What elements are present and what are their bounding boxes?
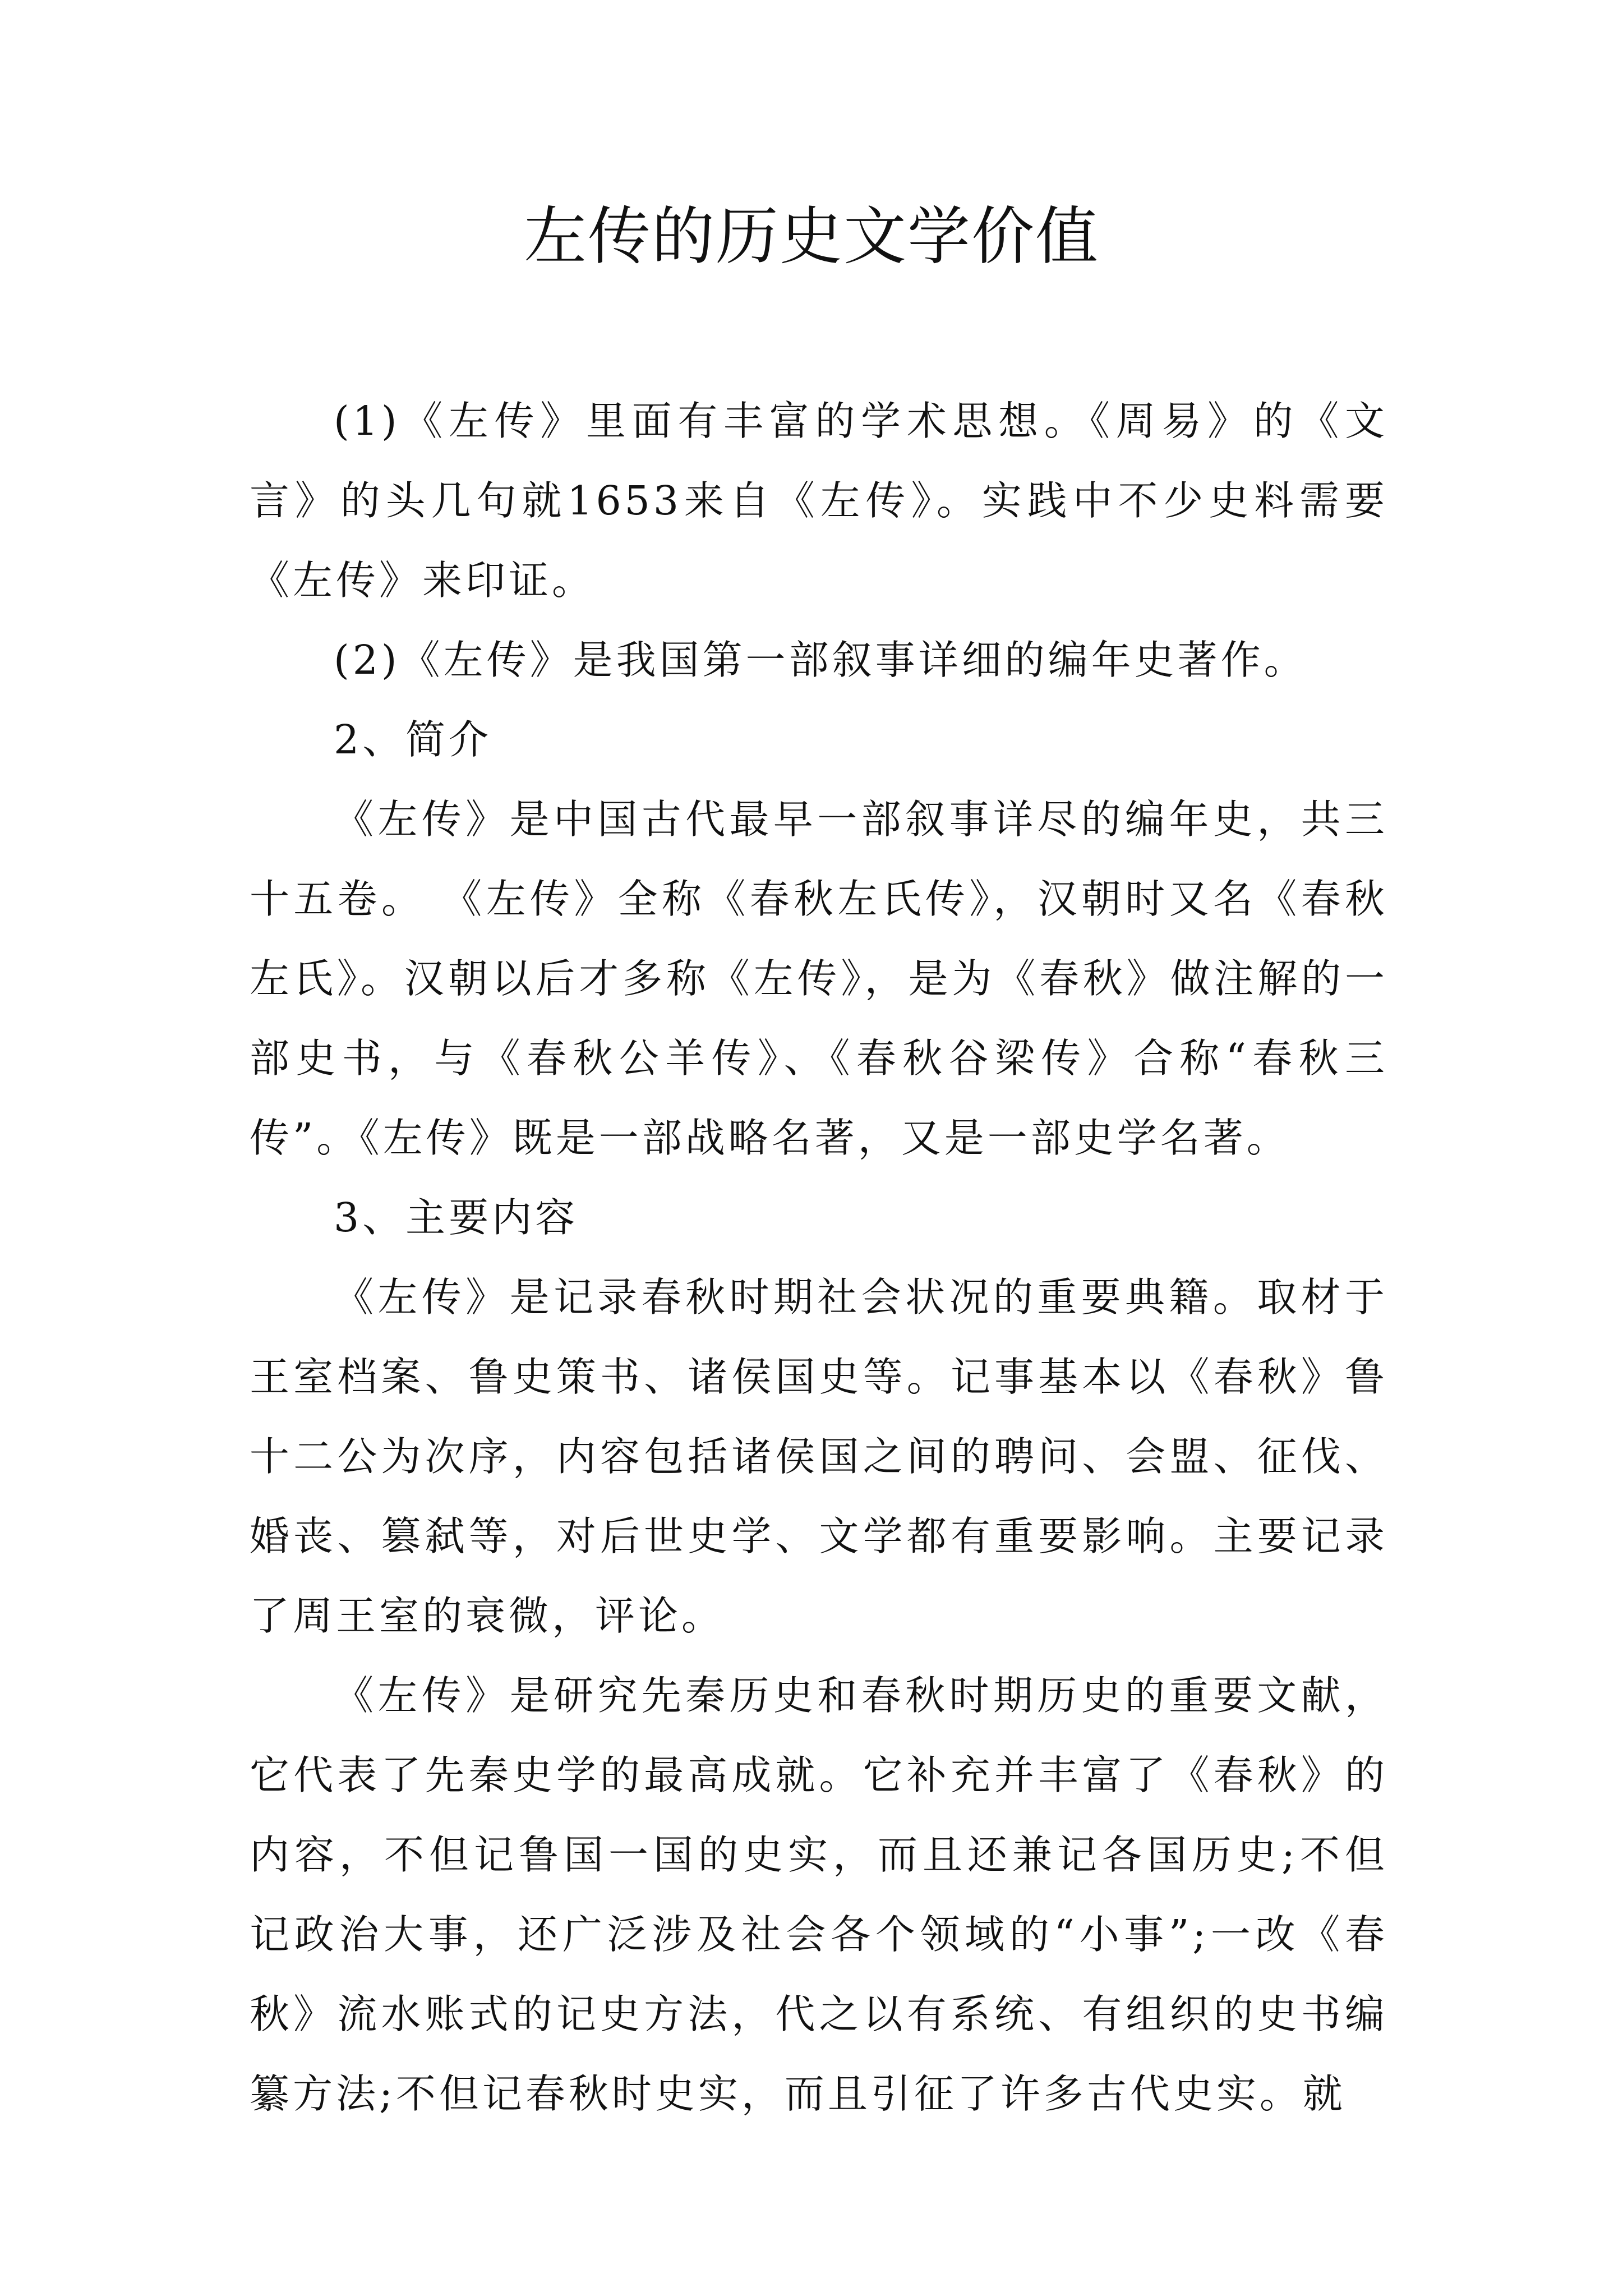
paragraph-3: 《左传》是中国古代最早一部叙事详尽的编年史，共三十五卷。 《左传》全称《春秋左氏传》，汉朝时又名《春秋左氏》。汉朝以后才多称《左传》，是为《春秋》做注解的一部史书，与《春秋公羊传》、《春秋谷梁传》合称“春秋三传”。《左传》既是一部战略名著，又是一部史学名著。 [250,796,1388,1161]
document-title: 左传的历史文学价值 [524,200,1099,273]
section-heading-main-content: 3、主要内容 [334,1194,579,1241]
paragraph-4: 《左传》是记录春秋时期社会状况的重要典籍。取材于王室档案、鲁史策书、诸侯国史等。记事基本以《春秋》鲁十二公为次序，内容包括诸侯国之间的聘问、会盟、征伐、婚丧、篡弑等，对后世史学、文学都有重要影响。主要记录了周王室的衰微，评论。 [250,1274,1388,1639]
paragraph-2: (2)《左传》是我国第一部叙事详细的编年史著作。 [334,637,1307,683]
section-heading-intro: 2、简介 [334,716,492,763]
paragraph-5: 《左传》是研究先秦历史和春秋时期历史的重要文献，它代表了先秦史学的最高成就。它补充并丰富了《春秋》的内容，不但记鲁国一国的史实，而且还兼记各国历史;不但记政治大事，还广泛涉及社会各个领域的“小事”;一改《春秋》流水账式的记史方法，代之以有系统、有组织的史书编纂方法;不但记春秋时史实，而且引征了许多古代史实。就 [250,1672,1388,2117]
paragraph-1: (1)《左传》里面有丰富的学术思想。《周易》的《文言》的头几句就1653来自《左传》。实践中不少史料需要《左传》来印证。 [250,398,1388,604]
document-body [250,381,1388,2134]
